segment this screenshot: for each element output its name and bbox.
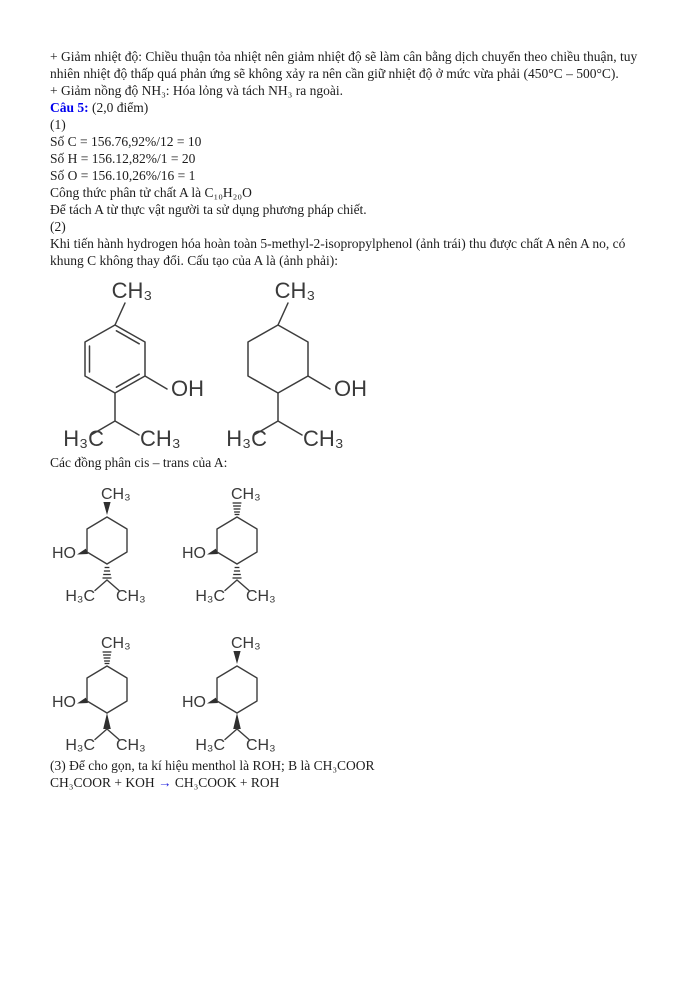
cyclohexane-ring [87, 517, 127, 564]
hydroxyl-label: HO [52, 545, 76, 562]
phenol-and-menthol-figure [60, 272, 648, 454]
methyl-label: CH₃ [111, 278, 153, 303]
isopropyl-left-label: H₃C [63, 426, 104, 451]
isopropyl-hash-bond [233, 568, 242, 579]
question-label: Câu 5: [50, 100, 89, 115]
isopropyl-wedge-bond [103, 713, 111, 729]
cyclohexane-ring [248, 325, 308, 393]
methyl-wedge-bond [233, 651, 240, 664]
methyl-wedge-bond [103, 502, 110, 515]
question-heading [50, 99, 648, 116]
methyl-hash-bond [103, 652, 112, 664]
isopropyl-hash-bond [103, 568, 112, 579]
equation-left: CH₃COOR + KOH [50, 775, 158, 790]
menthol-isomer-2 [180, 484, 310, 608]
menthol-structure [220, 272, 380, 454]
hydroxyl-label: HO [52, 694, 76, 711]
methyl-label: CH₃ [101, 486, 131, 503]
equation-arrow: → [157, 775, 172, 790]
isopropyl-left-label: H₃C [195, 588, 225, 605]
hydrogen-count-line: Số H = 156.12,82%/1 = 20 [50, 151, 196, 166]
paragraph-cooling: + Giảm nhiệt độ: Chiều thuận tỏa nhiệt nên giảm nhiệt độ sẽ làm cân bằng dịch chuyển theo chiều thuận, tuy nhiên nhiệt độ thấp quá phản ứng sẽ không xảy ra nên cần giữ nhiệt độ ở mức vừa phải (450°C – 500°C). [50, 49, 638, 81]
question-points: (2,0 điểm) [92, 100, 149, 115]
menthol-isomer-1 [50, 484, 180, 608]
extraction-method-line: Để tách A từ thực vật người ta sử dụng phương pháp chiết. [50, 202, 367, 217]
molecular-formula-line: Công thức phân tử chất A là C₁₀H₂₀O [50, 185, 252, 200]
isopropyl-left-label: H₃C [195, 737, 225, 754]
methyl-label: CH₃ [101, 635, 131, 652]
hydroxyl-label: HO [182, 545, 206, 562]
isopropyl-right-label: CH₃ [303, 426, 344, 451]
isopropyl-right-label: CH₃ [140, 426, 181, 451]
menthol-isomer-4 [180, 633, 310, 757]
methyl-label: CH₃ [274, 278, 316, 303]
cyclohexane-ring [87, 666, 127, 713]
isopropyl-left-label: H₃C [65, 737, 95, 754]
reaction-equation [50, 774, 648, 791]
isopropyl-right-label: CH₃ [116, 588, 146, 605]
part2-marker: (2) [50, 219, 66, 234]
paragraph-nh3: + Giảm nồng độ NH₃: Hóa lỏng và tách NH₃ ra ngoài. [50, 83, 343, 98]
hydroxyl-label: OH [334, 376, 367, 401]
isopropyl-wedge-bond [233, 713, 241, 729]
methyl-label: CH₃ [231, 635, 261, 652]
methyl-bond [115, 303, 125, 325]
oxygen-count-line: Số O = 156.10,26%/16 = 1 [50, 168, 196, 183]
hydroxyl-bond [145, 376, 167, 389]
isopropyl-left-label: H₃C [65, 588, 95, 605]
hydroxyl-label: OH [171, 376, 204, 401]
methyl-label: CH₃ [231, 486, 261, 503]
isopropyl-right-label: CH₃ [116, 737, 146, 754]
equation-right: CH₃COOK + ROH [171, 775, 280, 790]
menthol-isomer-3 [50, 633, 180, 757]
isomer-row-2 [50, 633, 648, 757]
part2-intro: Khi tiến hành hydrogen hóa hoàn toàn 5-methyl-2-isopropylphenol (ảnh trái) thu được chất A nên A no, có khung C không thay đổi. Cấu tạo của A là (ảnh phải): [50, 236, 626, 268]
isomer-row-1 [50, 484, 648, 608]
cyclohexane-ring [217, 666, 257, 713]
cyclohexane-ring [217, 517, 257, 564]
hydroxyl-label: HO [182, 694, 206, 711]
hydroxyl-bond [308, 376, 330, 389]
thymol-structure [60, 272, 210, 454]
isopropyl-right-label: CH₃ [246, 588, 276, 605]
carbon-count-line: Số C = 156.76,92%/12 = 10 [50, 134, 202, 149]
isopropyl-right-label: CH₃ [246, 737, 276, 754]
methyl-bond [278, 303, 288, 325]
benzene-ring [85, 325, 145, 393]
part1-marker: (1) [50, 117, 66, 132]
isopropyl-left-label: H₃C [226, 426, 267, 451]
methyl-hash-bond [233, 503, 242, 515]
part3-intro: (3) Để cho gọn, ta kí hiệu menthol là ROH; B là CH₃COOR [50, 758, 375, 773]
isomer-caption: Các đồng phân cis – trans của A: [50, 455, 228, 470]
